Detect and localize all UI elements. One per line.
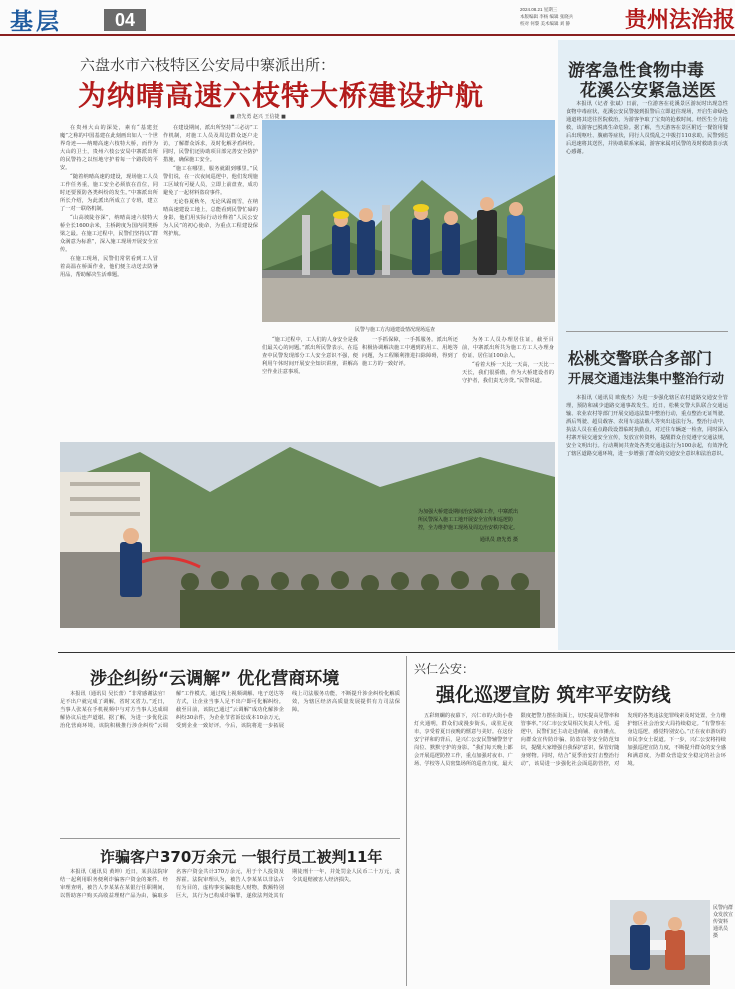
main-paragraph: “看着大桥一天比一天高，一天比一天长，我们很骄傲，作为大桥建设者的守护者，我们责无旁贷。”民警说道。 — [462, 362, 554, 384]
sidebar-story2-headline: 松桃交警联合多部门 — [568, 349, 713, 368]
sidebar-story1-subhead: 花溪公安紧急送医 — [580, 81, 716, 101]
masthead-logo: 贵州法治报 — [625, 7, 735, 33]
main-paragraph: “随着纳晴高速的建设，现场施工人员工作任务重，施工安全必须放在首位，同时还要预防各类纠纷的发生。”中寨派出所所长介绍，为此派出所成立了专班，建立了一对一联络机制。 — [60, 174, 158, 212]
photo-drill-caption — [418, 508, 518, 544]
photo-bridge-caption: 民警与施工方沟通建设情况现场巡查 — [355, 327, 436, 333]
main-paragraph: 为务工人员办理居住证，截至目前，中寨派出所共为施工方工人办理身份证、居住证100余人。 — [462, 337, 554, 359]
main-paragraph: 一手抓保障，一手抓服务。派出所还积极协调解决施工中遇到的用工、用地等问题，为工程顺利推进扫除障碍，得到了施工方的一致好评。 — [362, 337, 458, 367]
main-paragraph: 在建设期间，派出所坚持“三必访”工作机制，对施工人员及周边群众逐户走访，了解群众诉求，及时化解矛盾纠纷。同时，民警们还协助项目部完善安全防护措施，确保施工安全。 — [163, 125, 258, 163]
main-column-4 — [362, 336, 458, 440]
section-title: 基层 — [10, 8, 62, 34]
lower-left-divider — [60, 838, 400, 839]
main-paragraph: “施工在哪里，服务就跟到哪里。”民警们说，在一次夜间巡逻中，他们发现施工区域有可疑人员，立即上前盘查，成功避免了一起材料盗窃事件。 — [163, 166, 258, 196]
main-paragraph: “山高坡陡谷深”，纳晴高速六枝特大桥全长1600余米，主桥跨度为国内同类桥梁之最。在施工过程中，民警们坚持以“群众满意为标准”，深入施工现场开展安全宣传。 — [60, 215, 158, 253]
main-headline: 为纳晴高速六枝特大桥建设护航 — [78, 79, 485, 112]
photo-patrol — [610, 900, 710, 985]
lower-right-headline: 强化巡逻宣防 筑牢平安防线 — [436, 684, 671, 706]
page-number: 04 — [104, 9, 146, 31]
photo-bridge-inspection-image — [262, 120, 555, 322]
sidebar-divider — [566, 331, 728, 332]
main-byline: ■ 唐先勇 赵兴 王信捷 ■ — [230, 114, 286, 120]
lower-right-kicker: 兴仁公安： — [414, 662, 475, 676]
photo-patrol-caption — [713, 905, 733, 940]
main-column-5 — [462, 336, 554, 440]
main-column-3 — [262, 336, 358, 440]
issue-editor: 本版编辑 李杨 编辑 张晓兵 — [520, 14, 574, 19]
sidebar-story2-subhead: 开展交通违法集中整治行动 — [568, 372, 725, 387]
lower-paragraph: 本报讯（通讯员 吴长蕾）“非常感谢法官！足不出户就完成了调解，省时又省力。”近日，当事人张某在手机视频中与对方当事人达成调解协议后连声道谢。据了解，为进一步优化法治化营商环境，该院积极推行涉企纠纷“云调解”工作模式，通过线上视频调解、电子送达等方式，让企业当事人足不出户即可化解纠纷。截至目前，该院已通过“云调解”成功化解涉企纠纷30余件，为企业节省诉讼成本10余万元，受到企业一致好评。今后，该院将进一步拓展线上司法服务功能，不断提升涉企纠纷化解质效，为辖区经济高质量发展提供有力司法保障。 — [60, 691, 400, 729]
photo-drill-credit: 通讯员 唐先勇 摄 — [479, 537, 518, 543]
issue-proof: 校对 何黎 美术编辑 刘 静 — [520, 21, 571, 26]
photo-drill-caption-text: 为加强大桥建设期间治安保障工作，中寨派出所民警深入施工工地开展安全宣传和巡逻防控，全力维护施工现场及周边治安秩序稳定。 — [418, 509, 519, 531]
main-column-1 — [60, 124, 158, 440]
lower-paragraph: 本报讯（通讯员 黄坤）近日，某县法院审结一起利用职务便利诈骗客户资金的案件。经审理查明，被告人李某某在某银行任职期间，以帮助客户购买高收益理财产品为由，骗取多名客户资金共计370万余元，用于个人投资及挥霍。法院审理认为，被告人李某某以非法占有为目的，虚构事实骗取他人财物，数额特别巨大，其行为已构成诈骗罪，遂依法判处其有期徒刑十一年，并处罚金人民币二十万元，责令其退赔被害人经济损失。 — [60, 869, 400, 899]
section-divider — [58, 652, 735, 653]
main-paragraph: 在贵州大山的深处，素有“基建狂魔”之称的中国基建在此刻画出如人一个世界奇迹——纳晴高速六枝特大桥，而作为大山的卫士，贵州六枝公安局中寨派出所的民警持之以恒地守护着每一个路段的平安。 — [60, 125, 158, 171]
lower-left-story1-body — [60, 690, 400, 830]
photo-patrol-credit: 通讯员 摄 — [713, 926, 729, 939]
photo-patrol-caption-text: 民警向群众发放宣传资料 — [713, 905, 734, 925]
main-column-2 — [163, 124, 258, 440]
sidebar-paragraph: 本报讯（通讯员 欧俊杰）为进一步强化辖区农村道路交通安全管理，预防和减少道路交通事故发生，近日，松桃交警大队联合交通运输、农业农村等部门开展交通违法集中整治行动，重点整治无证驾驶、酒后驾驶、超员载客、农用车违法载人等突出违法行为。整治行动中，执法人员在重点路段设置临时执勤点，对过往车辆逐一检查，同时深入村寨开展交通安全宣传，发放宣传资料，提醒群众自觉遵守交通法规，安全文明出行。行动期间共查处各类交通违法行为100余起，有效净化了辖区道路交通环境，进一步增强了群众的交通安全意识和法治意识。 — [566, 395, 728, 457]
sidebar-paragraph: 本报讯（记者 张斌）日前，一位游客在花溪景区游玩时出现急性食物中毒症状，花溪公安民警接到报警后立即赶往现场，开启生命绿色通道将其送往医院救治，为游客争取了宝贵的抢救时间。经医生全力抢救，该游客已脱离生命危险。据了解，当天游客在景区附近一餐馆用餐后出现呕吐、腹痛等症状，同行人员慌乱之中拨打110求助。民警到达后迅速将其送医，并协助联系家属，游客家属对民警的及时救助表示衷心感谢。 — [566, 101, 728, 155]
main-paragraph: 无论春夏秋冬，无论风霜雨雪，在纳晴高速建设工地上，总能看到民警忙碌的身影，他们用实际行动诠释着“人民公安为人民”的初心使命，为重点工程建设保驾护航。 — [163, 199, 258, 237]
main-paragraph: “施工过程中，工人们的人身安全是我们最关心的问题。”派出所民警表示，在巡查中民警发现部分工人安全意识不强，便利用午休时间开展安全知识讲座，讲解高空作业注意事项。 — [262, 337, 358, 375]
photo-bridge-inspection — [262, 120, 555, 322]
main-paragraph: 在施工现场，民警们常常看到工人冒着高温在桥面作业，他们便主动送去防暑用品，帮助解决生活难题。 — [60, 256, 158, 278]
sidebar-story1-headline: 游客急性食物中毒 — [568, 61, 704, 81]
sidebar-story1-body — [566, 100, 728, 315]
issue-date: 2024.08.21 星期三 — [520, 7, 558, 12]
main-kicker: 六盘水市六枝特区公安局中寨派出所： — [80, 56, 336, 74]
page-header — [0, 0, 735, 36]
lower-left-story2-headline: 诈骗客户370万余元 一银行员工被判11年 — [100, 848, 383, 866]
lower-left-story1-headline: 涉企纠纷“云调解” 优化营商环境 — [90, 669, 340, 689]
photo-patrol-image — [610, 900, 710, 985]
lower-right-body — [414, 712, 726, 897]
lower-left-story2-body — [60, 868, 400, 984]
lower-column-divider — [406, 656, 407, 986]
lower-paragraph: 五彩斑斓的夜幕下，兴仁市的大街小巷灯火通明，群众们或漫步街头，或驻足夜市，享受着夏日夜晚的惬意与美好。在这份安宁祥和的背后，是兴仁公安民警辅警坚守岗位、默默守护的身影。“我们每天晚上都会开展巡逻防控工作，重点加强对夜市、广场、学校等人员密集场所的巡查力度，最大限度把警力摆在街面上，切实提高见警率和管事率。”兴仁市公安局相关负责人介绍。巡逻中，民警们还主动走进商铺、夜市摊点，向群众宣传防诈骗、防盗窃等安全防范知识，提醒大家增强自我保护意识，保管好随身财物。同时，结合“夏季治安打击整治行动”，该局进一步强化社会面巡防管控，对发现的各类违法犯罪线索及时处置，全力维护辖区社会治安大局持续稳定。“有警察在身边巡逻，感觉特别安心。”正在夜市游玩的市民李女士说道。下一步，兴仁公安将持续加强巡逻宣防力度，不断提升群众的安全感和满意度，为群众营造安全稳定的社会环境。 — [414, 713, 726, 767]
sidebar-story2-body — [566, 394, 728, 644]
issue-meta — [520, 6, 573, 27]
